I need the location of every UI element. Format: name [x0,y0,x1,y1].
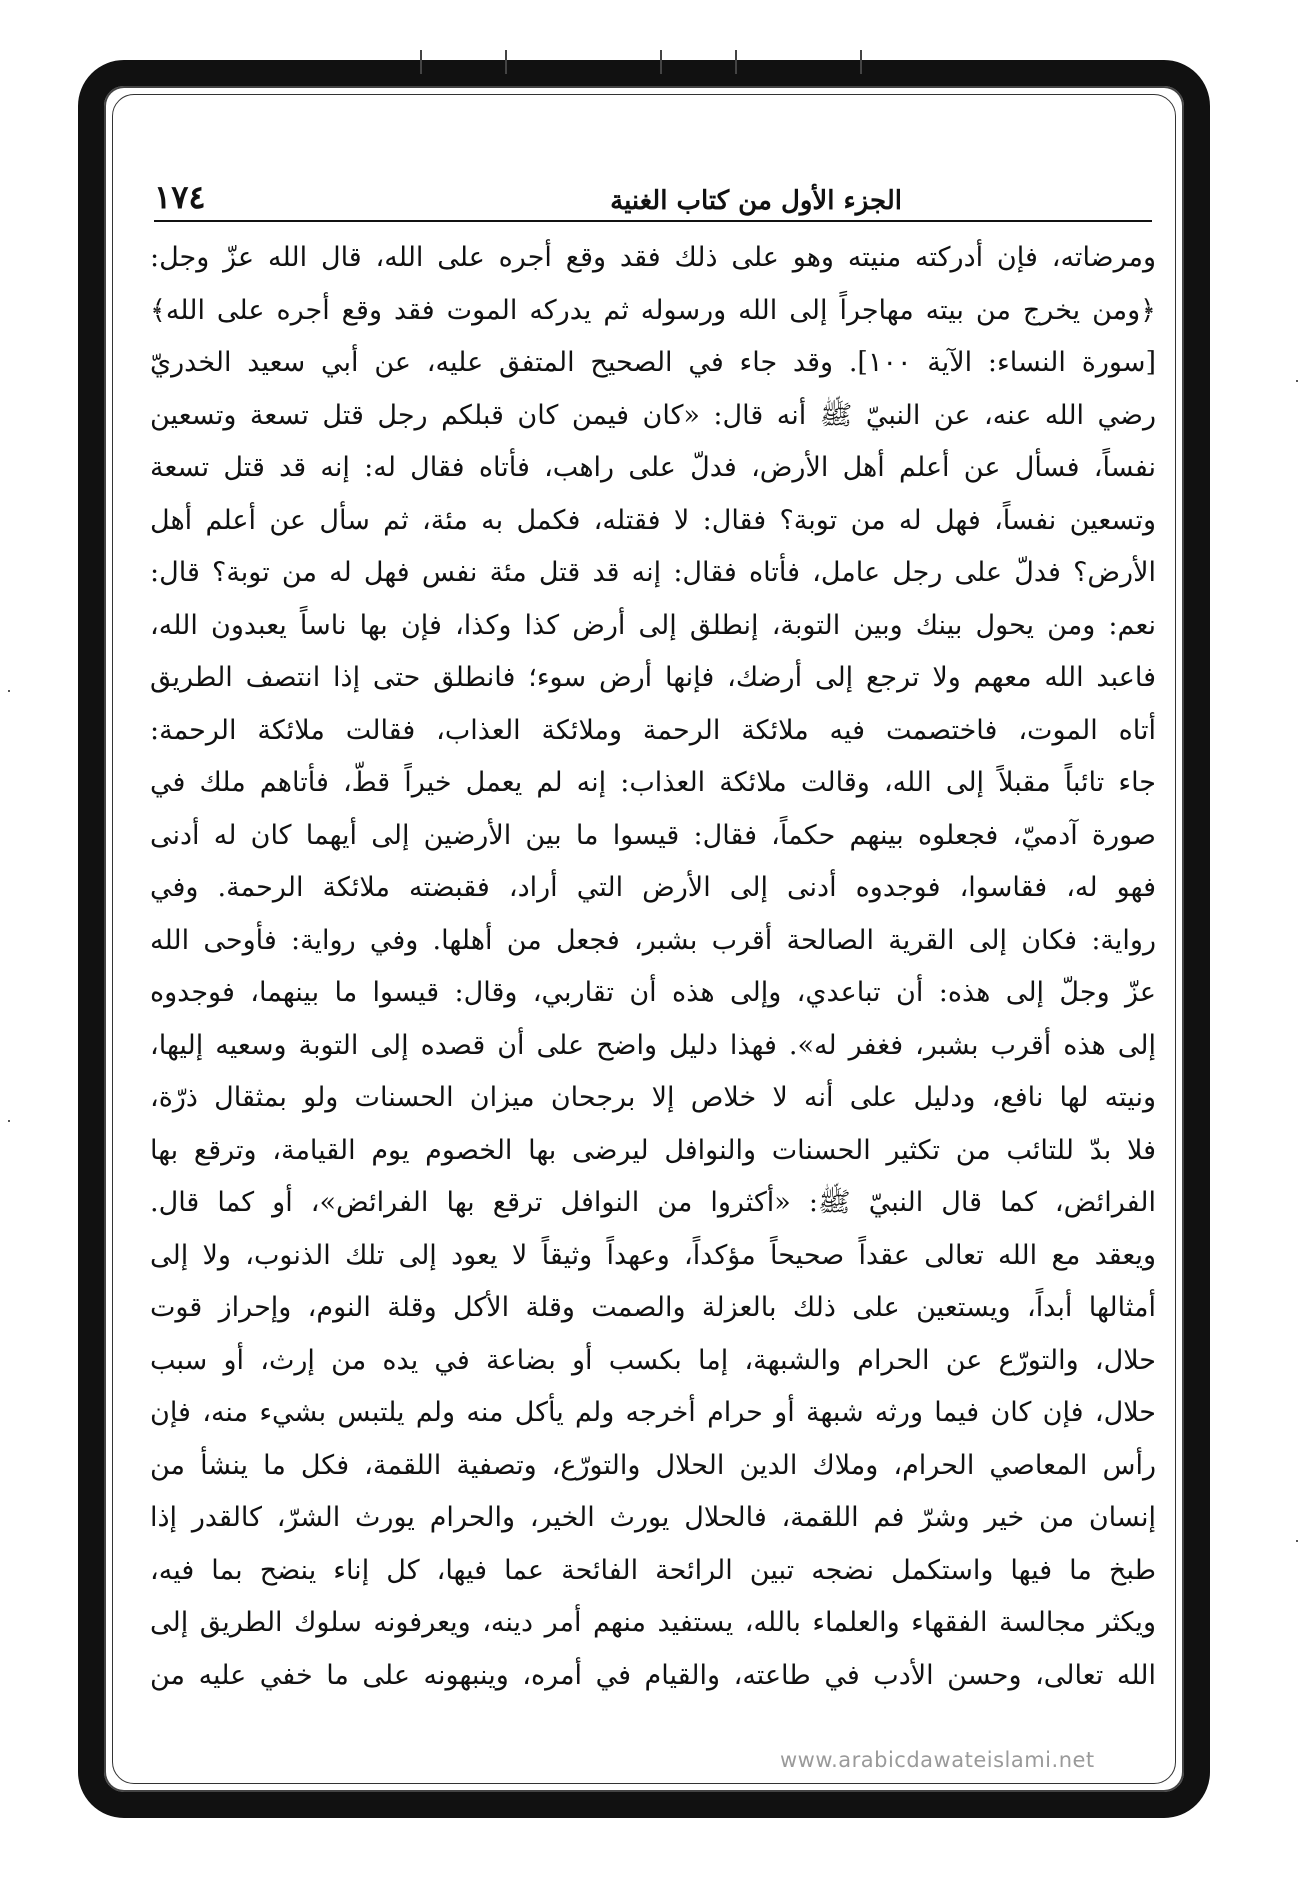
text-line: ويكثر مجالسة الفقهاء والعلماء بالله، يستفيد منهم أمر دينه، ويعرفونه سلوك الطريق إلى [150,1607,1156,1638]
text-line: الله تعالى، وحسن الأدب في طاعته، والقيام في أمره، وينبهونه على ما خفي عليه من [150,1659,1156,1691]
scan-speck [8,690,10,692]
text-line: حلال، والتورّع عن الحرام والشبهة، إما بكسب أو بضاعة في يده من إرث، أو سبب [150,1344,1156,1376]
watermark: www.arabicdawateislami.net [780,1748,1095,1772]
text-line: رأس المعاصي الحرام، وملاك الدين الحلال والتورّع، وتصفية اللقمة، فكل ما ينشأ من [150,1449,1156,1481]
text-line: الفرائض، كما قال النبيّ ﷺ: «أكثروا من النوافل ترقع بها الفرائض»، أو كما قال. [150,1187,1156,1218]
scan-speck [1296,1540,1298,1542]
page-number: ١٧٤ [154,178,206,216]
text-line: طبخ ما فيها واستكمل نضجه تبين الرائحة الفائحة عما فيها، كل إناء ينضح بما فيه، [150,1554,1156,1586]
text-line: رواية: فكان إلى القرية الصالحة أقرب بشبر، فجعل من أهلها. وفي رواية: فأوحى الله [150,924,1156,956]
text-line: صورة آدميّ، فجعلوه بينهم حكماً، فقال: قيسوا ما بين الأرضين إلى أيهما كان له أدنى [150,819,1156,851]
text-line: حلال، فإن كان فيما ورثه شبهة أو حرام أخرجه ولم يأكل منه ولم يلتبس بشيء منه، فإن [150,1397,1156,1428]
text-line: الأرض؟ فدلّ على رجل عامل، فأتاه فقال: إنه قد قتل مئة نفس فهل له من توبة؟ قال: [150,557,1156,588]
scan-mark [735,50,737,74]
text-line: رضي الله عنه، عن النبيّ ﷺ أنه قال: «كان فيمن كان قبلكم رجل قتل تسعة وتسعين [150,399,1156,431]
book-title: الجزء الأول من كتاب الغنية [610,186,902,216]
text-line: عزّ وجلّ إلى هذه: أن تباعدي، وإلى هذه أن تقاربي، وقال: قيسوا ما بينهما، فوجدوه [150,977,1156,1008]
text-line: إنسان من خير وشرّ فم اللقمة، فالحلال يورث الخير، والحرام يورث الشرّ، كالقدر إذا [150,1502,1156,1533]
scan-mark [860,50,862,74]
text-line: نفساً، فسأل عن أعلم أهل الأرض، فدلّ على راهب، فأتاه فقال له: إنه قد قتل تسعة [150,452,1156,483]
scan-mark [660,50,662,74]
text-line: فلا بدّ للتائب من تكثير الحسنات والنوافل ليرضى بها الخصوم يوم القيامة، وترقع بها [150,1134,1156,1166]
text-line: فهو له، فقاسوا، فوجدوه أدنى إلى الأرض التي أراد، فقبضته ملائكة الرحمة. وفي [150,872,1156,903]
text-line: أتاه الموت، فاختصمت فيه ملائكة الرحمة وملائكة العذاب، فقالت ملائكة الرحمة: [150,714,1156,746]
text-line: [سورة النساء: الآية ١٠٠]. وقد جاء في الصحيح المتفق عليه، عن أبي سعيد الخدريّ [150,347,1156,378]
text-line: أمثالها أبداً، ويستعين على ذلك بالعزلة والصمت وقلة الأكل وقلة النوم، وإحراز قوت [150,1292,1156,1323]
text-line: إلى هذه أقرب بشبر، فغفر له». فهذا دليل واضح على أن قصده إلى التوبة وسعيه إليها، [150,1029,1156,1061]
scan-speck [1296,380,1298,382]
text-line: فاعبد الله معهم ولا ترجع إلى أرضك، فإنها أرض سوء؛ فانطلق حتى إذا انتصف الطريق [150,662,1156,693]
text-line: ومرضاته، فإن أدركته منيته وهو على ذلك فقد وقع أجره على الله، قال الله عزّ وجل: [150,242,1156,273]
body-text [150,232,1156,1702]
scan-speck [8,1120,10,1122]
scan-mark [420,50,422,74]
text-line: وتسعين نفساً، فهل له من توبة؟ فقال: لا فقتله، فكمل به مئة، ثم سأل عن أعلم أهل [150,504,1156,536]
text-line: ونيته لها نافع، ودليل على أنه لا خلاص إلا برجحان ميزان الحسنات ولو بمثقال ذرّة، [150,1082,1156,1113]
text-line: جاء تائباً مقبلاً إلى الله، وقالت ملائكة العذاب: إنه لم يعمل خيراً قطّ، فأتاهم ملك في [150,767,1156,798]
text-line: ويعقد مع الله تعالى عقداً صحيحاً مؤكداً، وعهداً وثيقاً لا يعود إلى تلك الذنوب، ولا إلى [150,1239,1156,1271]
scan-mark [505,50,507,74]
page-header [154,172,1152,222]
text-line: نعم: ومن يحول بينك وبين التوبة، إنطلق إلى أرض كذا وكذا، فإن بها ناساً يعبدون الله، [150,609,1156,641]
text-line: ﴿ومن يخرج من بيته مهاجراً إلى الله ورسوله ثم يدركه الموت فقد وقع أجره على الله﴾ [150,294,1156,326]
